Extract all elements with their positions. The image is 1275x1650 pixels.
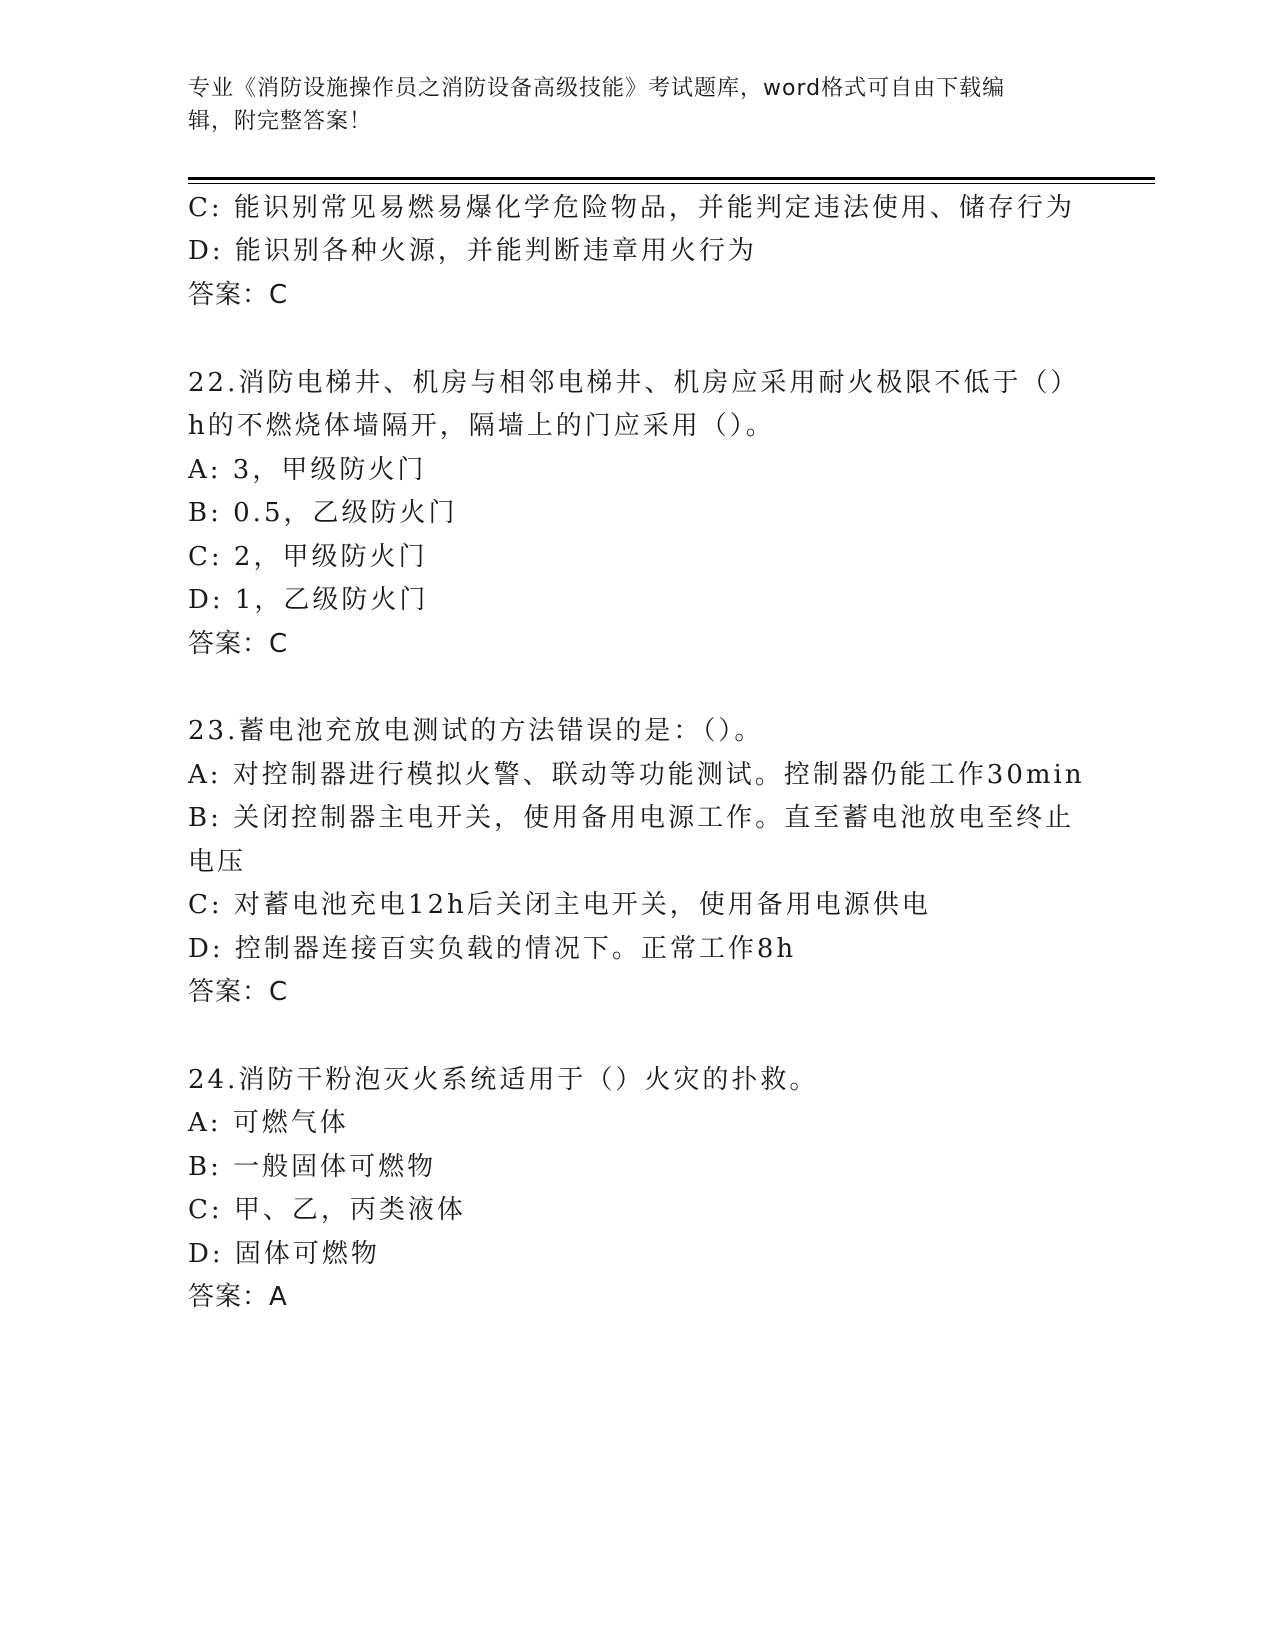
q24-answer: 答案：A: [188, 1282, 288, 1312]
q22-stem-line-2: h的不燃烧体墙隔开，隔墙上的门应采用（）。: [188, 411, 775, 441]
q22-answer: 答案：C: [188, 629, 289, 659]
header-divider-thin: [188, 183, 1155, 184]
q23-option-d: D: 控制器连接百实负载的情况下。正常工作8h: [188, 934, 797, 964]
header-divider-thick: [188, 177, 1155, 180]
q23-answer: 答案：C: [188, 977, 289, 1007]
q24-option-a: A: 可燃气体: [188, 1108, 349, 1138]
q22-option-b: B: 0.5，乙级防火门: [188, 498, 458, 528]
q22-option-c: C: 2，甲级防火门: [188, 542, 428, 572]
header-line-1: 专业《消防设施操作员之消防设备高级技能》考试题库，word格式可自由下载编: [188, 76, 1006, 101]
q23-stem: 23.蓄电池充放电测试的方法错误的是：（）。: [188, 716, 764, 746]
q23-option-b-line-1: B: 关闭控制器主电开关，使用备用电源工作。直至蓄电池放电至终止: [188, 803, 1075, 833]
q22-option-d: D: 1，乙级防火门: [188, 585, 429, 615]
q23-option-a: A: 对控制器进行模拟火警、联动等功能测试。控制器仍能工作30min: [188, 760, 1085, 790]
document-header: [188, 72, 1088, 138]
q21-option-d: D: 能识别各种火源，并能判断违章用火行为: [188, 236, 757, 266]
q21-option-c: C: 能识别常见易燃易爆化学危险物品，并能判定违法使用、储存行为: [188, 193, 1075, 223]
q24-option-d: D: 固体可燃物: [188, 1239, 380, 1269]
q23-option-c: C: 对蓄电池充电12h后关闭主电开关，使用备用电源供电: [188, 890, 931, 920]
q24-stem: 24.消防干粉泡灭火系统适用于（）火灾的扑救。: [188, 1065, 819, 1095]
q22-stem-line-1: 22.消防电梯井、机房与相邻电梯井、机房应采用耐火极限不低于（）: [188, 368, 1080, 398]
q22-option-a: A: 3，甲级防火门: [188, 455, 427, 485]
q21-answer: 答案：C: [188, 280, 289, 310]
header-line-2: 辑，附完整答案！: [188, 109, 373, 134]
q24-option-c: C: 甲、乙，丙类液体: [188, 1195, 466, 1225]
q23-option-b-line-2: 电压: [188, 847, 247, 877]
q24-option-b: B: 一般固体可燃物: [188, 1152, 437, 1182]
